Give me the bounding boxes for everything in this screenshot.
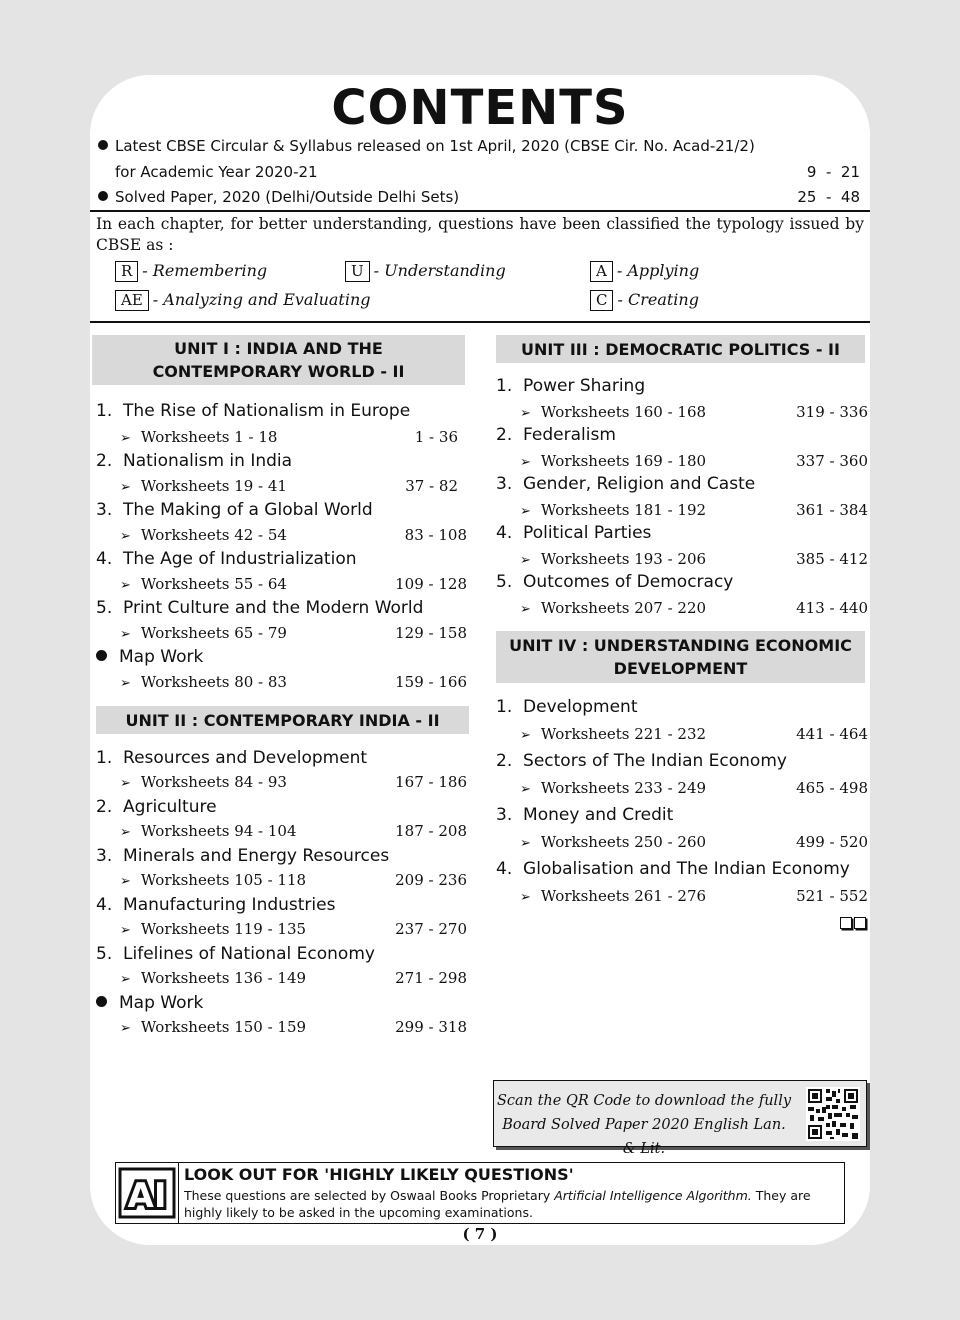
ai-logo-text: AI bbox=[127, 1176, 167, 1216]
arrow-bullet-icon: ➢ bbox=[520, 504, 531, 519]
unit1-pages-3: 83 - 108 bbox=[404, 526, 467, 544]
contents-page bbox=[90, 75, 870, 1245]
chapter-number: 4. bbox=[96, 549, 113, 569]
worksheet-range: Worksheets 119 - 135 bbox=[140, 920, 307, 938]
chapter-name: The Age of Industrialization bbox=[123, 549, 357, 569]
arrow-bullet-icon: ➢ bbox=[120, 431, 131, 446]
unit2-pages-3: 209 - 236 bbox=[395, 871, 467, 889]
typology-label: - Understanding bbox=[373, 261, 506, 280]
worksheet-range: Worksheets 80 - 83 bbox=[140, 673, 287, 691]
unit1-worksheets-2 bbox=[120, 477, 287, 495]
chapter-name: Political Parties bbox=[523, 523, 652, 543]
worksheet-range: Worksheets 1 - 18 bbox=[140, 428, 278, 446]
unit2-pages-1: 167 - 186 bbox=[395, 773, 467, 791]
chapter-number: 3. bbox=[96, 500, 113, 520]
typology-analyzing bbox=[115, 290, 371, 311]
worksheet-range: Worksheets 193 - 206 bbox=[540, 550, 707, 568]
top-item-circular-line2: for Academic Year 2020-21 bbox=[115, 163, 318, 181]
chapter-name: Print Culture and the Modern World bbox=[123, 598, 424, 618]
unit3-worksheets-5 bbox=[520, 599, 706, 617]
unit1-chapter-1 bbox=[96, 401, 410, 421]
chapter-name: Manufacturing Industries bbox=[123, 895, 336, 915]
chapter-name: Gender, Religion and Caste bbox=[523, 474, 756, 494]
top-item-solved-paper bbox=[98, 188, 459, 206]
arrow-bullet-icon: ➢ bbox=[520, 782, 531, 797]
unit3-worksheets-4 bbox=[520, 550, 706, 568]
unit1-worksheets-4 bbox=[120, 575, 287, 593]
unit3-pages-3: 361 - 384 bbox=[796, 501, 868, 519]
worksheet-range: Worksheets 160 - 168 bbox=[540, 403, 707, 421]
typology-code: U bbox=[345, 261, 370, 282]
ai-desc-text: These questions are selected by Oswaal Books Proprietary bbox=[184, 1188, 555, 1203]
chapter-number: 3. bbox=[496, 805, 513, 825]
unit3-worksheets-2 bbox=[520, 452, 706, 470]
arrow-bullet-icon: ➢ bbox=[120, 825, 131, 840]
bullet-icon bbox=[96, 650, 107, 661]
unit2-chapter-4 bbox=[96, 895, 335, 915]
bullet-icon bbox=[96, 996, 107, 1007]
unit1-chapter-2 bbox=[96, 451, 292, 471]
unit1-chapter-5 bbox=[96, 598, 423, 618]
arrow-bullet-icon: ➢ bbox=[120, 874, 131, 889]
chapter-number: 5. bbox=[496, 572, 513, 592]
chapter-number: 4. bbox=[496, 523, 513, 543]
worksheet-range: Worksheets 150 - 159 bbox=[140, 1018, 307, 1036]
unit3-worksheets-3 bbox=[520, 501, 706, 519]
typology-label: - Creating bbox=[617, 290, 699, 309]
typology-code: R bbox=[115, 261, 138, 282]
unit3-pages-1: 319 - 336 bbox=[796, 403, 868, 421]
qr-text bbox=[494, 1089, 794, 1161]
worksheet-range: Worksheets 221 - 232 bbox=[540, 725, 707, 743]
arrow-bullet-icon: ➢ bbox=[520, 602, 531, 617]
unit3-pages-5: 413 - 440 bbox=[796, 599, 868, 617]
arrow-bullet-icon: ➢ bbox=[120, 578, 131, 593]
unit4-worksheets-2 bbox=[520, 779, 706, 797]
chapter-number: 4. bbox=[496, 859, 513, 879]
unit2-chapter-1 bbox=[96, 748, 367, 768]
unit1-worksheets-map bbox=[120, 673, 287, 691]
worksheet-range: Worksheets 181 - 192 bbox=[540, 501, 707, 519]
worksheet-range: Worksheets 55 - 64 bbox=[140, 575, 287, 593]
qr-text-line2: Board Solved Paper 2020 English Lan. & Lit. bbox=[502, 1117, 786, 1157]
arrow-bullet-icon: ➢ bbox=[520, 553, 531, 568]
chapter-name: Outcomes of Democracy bbox=[523, 572, 734, 592]
end-boxes-icon bbox=[840, 917, 868, 929]
typology-label: - Remembering bbox=[142, 261, 268, 280]
typology-code: C bbox=[590, 290, 613, 311]
unit1-worksheets-3 bbox=[120, 526, 287, 544]
top-item-text: Solved Paper, 2020 (Delhi/Outside Delhi Sets) bbox=[115, 188, 460, 206]
qr-code-icon[interactable] bbox=[806, 1087, 860, 1141]
arrow-bullet-icon: ➢ bbox=[120, 529, 131, 544]
unit2-chapter-5 bbox=[96, 944, 375, 964]
chapter-number: 2. bbox=[96, 451, 113, 471]
chapter-name: Globalisation and The Indian Economy bbox=[523, 859, 850, 879]
worksheet-range: Worksheets 42 - 54 bbox=[140, 526, 287, 544]
chapter-name: Lifelines of National Economy bbox=[123, 944, 375, 964]
unit2-pages-5: 271 - 298 bbox=[395, 969, 467, 987]
unit4-pages-3: 499 - 520 bbox=[796, 833, 868, 851]
unit2-worksheets-5 bbox=[120, 969, 306, 987]
worksheet-range: Worksheets 136 - 149 bbox=[140, 969, 307, 987]
arrow-bullet-icon: ➢ bbox=[120, 627, 131, 642]
chapter-name: Federalism bbox=[523, 425, 616, 445]
unit1-pages-5: 129 - 158 bbox=[395, 624, 467, 642]
arrow-bullet-icon: ➢ bbox=[520, 728, 531, 743]
ai-description bbox=[184, 1187, 844, 1221]
page-title: CONTENTS bbox=[331, 80, 629, 136]
unit3-pages-4: 385 - 412 bbox=[796, 550, 868, 568]
bullet-icon bbox=[98, 140, 108, 150]
unit2-worksheets-2 bbox=[120, 822, 297, 840]
worksheet-range: Worksheets 105 - 118 bbox=[140, 871, 307, 889]
chapter-name: Nationalism in India bbox=[123, 451, 293, 471]
unit3-heading: UNIT III : DEMOCRATIC POLITICS - II bbox=[496, 335, 865, 363]
worksheet-range: Worksheets 169 - 180 bbox=[540, 452, 707, 470]
chapter-name: The Rise of Nationalism in Europe bbox=[123, 401, 411, 421]
unit3-worksheets-1 bbox=[520, 403, 706, 421]
chapter-name: Sectors of The Indian Economy bbox=[523, 751, 787, 771]
chapter-name: Resources and Development bbox=[123, 748, 368, 768]
ai-desc-text: They are highly likely to be asked in the upcoming examinations. bbox=[184, 1188, 811, 1220]
worksheet-range: Worksheets 19 - 41 bbox=[140, 477, 287, 495]
unit4-chapter-3 bbox=[496, 805, 673, 825]
arrow-bullet-icon: ➢ bbox=[120, 1021, 131, 1036]
unit1-title-line1: UNIT I : INDIA AND THE bbox=[174, 339, 383, 358]
typology-code: AE bbox=[115, 290, 149, 311]
typology-label: - Applying bbox=[616, 261, 700, 280]
chapter-name: Development bbox=[523, 697, 638, 717]
worksheet-range: Worksheets 94 - 104 bbox=[140, 822, 297, 840]
unit1-chapter-4 bbox=[96, 549, 357, 569]
arrow-bullet-icon: ➢ bbox=[120, 972, 131, 987]
bullet-icon bbox=[98, 191, 108, 201]
unit1-title-line2: CONTEMPORARY WORLD - II bbox=[152, 362, 405, 381]
worksheet-range: Worksheets 84 - 93 bbox=[140, 773, 287, 791]
worksheet-range: Worksheets 65 - 79 bbox=[140, 624, 287, 642]
worksheet-range: Worksheets 261 - 276 bbox=[540, 887, 707, 905]
chapter-number: 5. bbox=[96, 944, 113, 964]
arrow-bullet-icon: ➢ bbox=[520, 890, 531, 905]
typology-intro: In each chapter, for better understanding, questions have been classified the typology issued by CBSE as : bbox=[96, 215, 864, 254]
chapter-number: 2. bbox=[96, 797, 113, 817]
qr-download-box bbox=[493, 1080, 867, 1157]
ai-logo-icon bbox=[116, 1163, 179, 1223]
typology-applying bbox=[590, 261, 699, 282]
ai-desc-emphasis: Artificial Intelligence Algorithm. bbox=[554, 1188, 752, 1203]
ai-title: LOOK OUT FOR 'HIGHLY LIKELY QUESTIONS' bbox=[184, 1165, 574, 1184]
unit3-pages-2: 337 - 360 bbox=[796, 452, 868, 470]
unit4-title-line1: UNIT IV : UNDERSTANDING ECONOMIC bbox=[509, 636, 852, 655]
unit1-chapter-3 bbox=[96, 500, 373, 520]
typology-understanding bbox=[345, 261, 506, 282]
unit2-worksheets-3 bbox=[120, 871, 306, 889]
unit2-heading: UNIT II : CONTEMPORARY INDIA - II bbox=[96, 706, 469, 734]
unit2-map-work bbox=[96, 993, 203, 1013]
chapter-number: 1. bbox=[496, 697, 513, 717]
unit4-chapter-2 bbox=[496, 751, 787, 771]
unit1-pages-map: 159 - 166 bbox=[395, 673, 467, 691]
divider bbox=[90, 321, 870, 323]
unit2-worksheets-map bbox=[120, 1018, 306, 1036]
worksheet-range: Worksheets 250 - 260 bbox=[540, 833, 707, 851]
top-item-circular bbox=[98, 137, 755, 155]
chapter-name: The Making of a Global World bbox=[123, 500, 373, 520]
unit4-heading bbox=[496, 631, 865, 683]
unit4-worksheets-1 bbox=[520, 725, 706, 743]
unit3-chapter-2 bbox=[496, 425, 616, 445]
arrow-bullet-icon: ➢ bbox=[520, 455, 531, 470]
unit4-chapter-1 bbox=[496, 697, 638, 717]
unit1-pages-1: 1 - 36 bbox=[414, 428, 458, 446]
unit4-title-line2: DEVELOPMENT bbox=[613, 659, 748, 678]
unit2-pages-2: 187 - 208 bbox=[395, 822, 467, 840]
chapter-name: Money and Credit bbox=[523, 805, 674, 825]
arrow-bullet-icon: ➢ bbox=[120, 776, 131, 791]
unit2-chapter-2 bbox=[96, 797, 217, 817]
unit4-pages-2: 465 - 498 bbox=[796, 779, 868, 797]
typology-remembering bbox=[115, 261, 267, 282]
unit1-pages-4: 109 - 128 bbox=[395, 575, 467, 593]
arrow-bullet-icon: ➢ bbox=[520, 406, 531, 421]
unit4-pages-4: 521 - 552 bbox=[796, 887, 868, 905]
page-number: ( 7 ) bbox=[462, 1225, 498, 1243]
chapter-number: 1. bbox=[96, 748, 113, 768]
arrow-bullet-icon: ➢ bbox=[120, 480, 131, 495]
worksheet-range: Worksheets 207 - 220 bbox=[540, 599, 707, 617]
chapter-number: 2. bbox=[496, 425, 513, 445]
unit4-chapter-4 bbox=[496, 859, 850, 879]
unit3-chapter-3 bbox=[496, 474, 755, 494]
worksheet-range: Worksheets 233 - 249 bbox=[540, 779, 707, 797]
chapter-number: 3. bbox=[96, 846, 113, 866]
chapter-name: Map Work bbox=[119, 993, 204, 1013]
arrow-bullet-icon: ➢ bbox=[520, 836, 531, 851]
chapter-name: Agriculture bbox=[123, 797, 217, 817]
top-item-solved-pages: 25 - 48 bbox=[797, 188, 860, 206]
unit4-worksheets-3 bbox=[520, 833, 706, 851]
chapter-number: 5. bbox=[96, 598, 113, 618]
chapter-name: Map Work bbox=[119, 647, 204, 667]
unit4-worksheets-4 bbox=[520, 887, 706, 905]
ai-highlight-box bbox=[115, 1162, 845, 1224]
unit1-map-work bbox=[96, 647, 203, 667]
unit2-worksheets-1 bbox=[120, 773, 287, 791]
unit1-worksheets-5 bbox=[120, 624, 287, 642]
typology-label: - Analyzing and Evaluating bbox=[152, 290, 371, 309]
unit2-worksheets-4 bbox=[120, 920, 306, 938]
chapter-number: 1. bbox=[96, 401, 113, 421]
chapter-number: 3. bbox=[496, 474, 513, 494]
unit1-worksheets-1 bbox=[120, 428, 277, 446]
top-item-text: Latest CBSE Circular & Syllabus released on 1st April, 2020 (CBSE Cir. No. Acad-21/2) bbox=[115, 137, 755, 155]
chapter-name: Minerals and Energy Resources bbox=[123, 846, 390, 866]
unit2-pages-map: 299 - 318 bbox=[395, 1018, 467, 1036]
unit4-pages-1: 441 - 464 bbox=[796, 725, 868, 743]
chapter-number: 2. bbox=[496, 751, 513, 771]
divider bbox=[90, 210, 870, 212]
arrow-bullet-icon: ➢ bbox=[120, 676, 131, 691]
unit3-chapter-5 bbox=[496, 572, 733, 592]
unit2-pages-4: 237 - 270 bbox=[395, 920, 467, 938]
qr-text-line1: Scan the QR Code to download the fully bbox=[496, 1093, 792, 1109]
top-item-circular-pages: 9 - 21 bbox=[806, 163, 860, 181]
unit3-chapter-4 bbox=[496, 523, 651, 543]
unit3-chapter-1 bbox=[496, 376, 645, 396]
unit2-chapter-3 bbox=[96, 846, 389, 866]
unit1-heading bbox=[92, 335, 465, 385]
typology-code: A bbox=[590, 261, 613, 282]
chapter-number: 1. bbox=[496, 376, 513, 396]
chapter-name: Power Sharing bbox=[523, 376, 646, 396]
typology-creating bbox=[590, 290, 699, 311]
chapter-number: 4. bbox=[96, 895, 113, 915]
unit1-pages-2: 37 - 82 bbox=[405, 477, 458, 495]
arrow-bullet-icon: ➢ bbox=[120, 923, 131, 938]
